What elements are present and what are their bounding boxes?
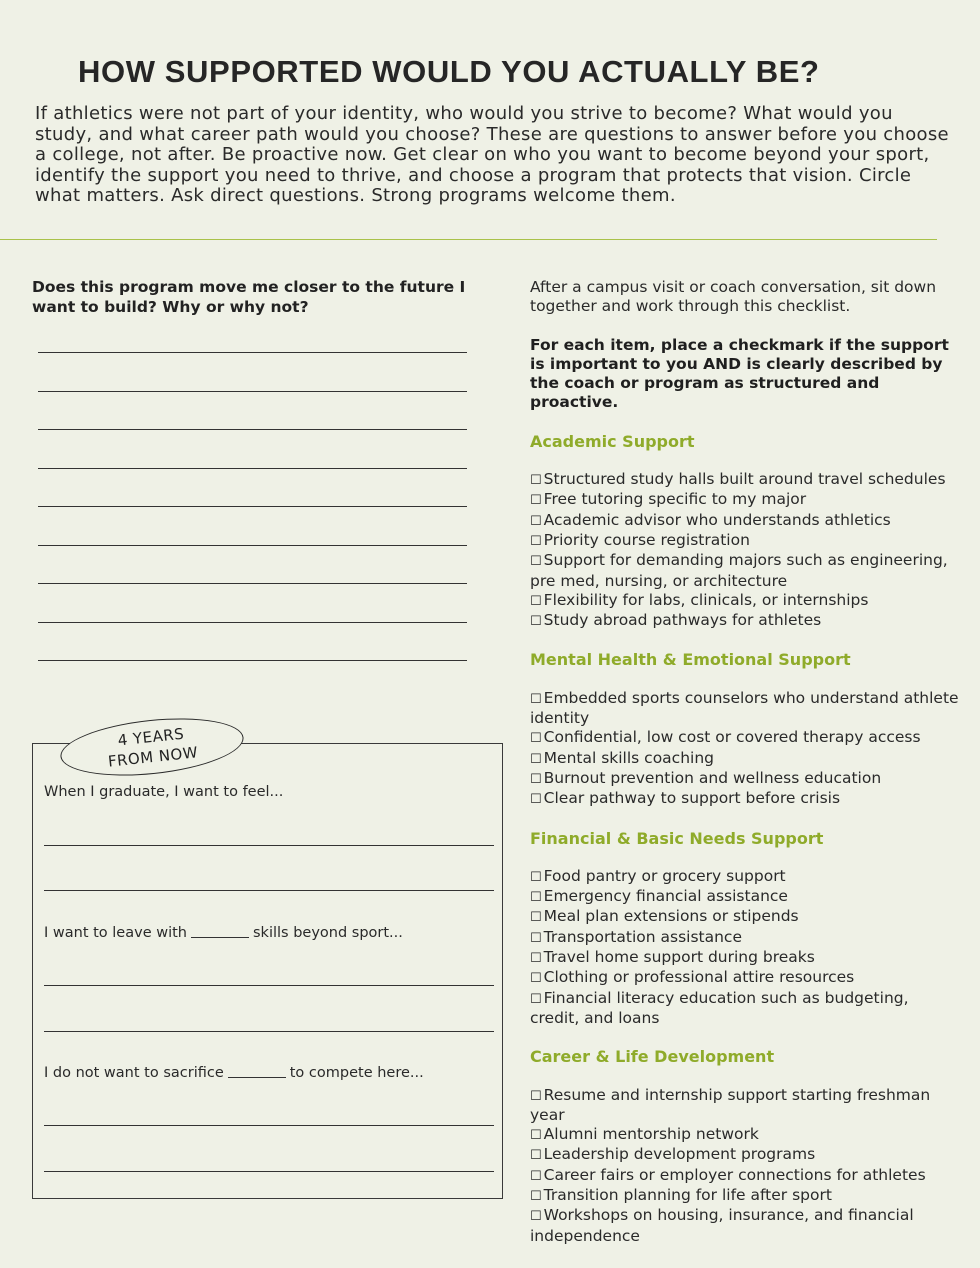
checklist-item-label: Food pantry or grocery support [543,866,786,885]
checkbox-icon[interactable]: ☐ [530,1209,542,1225]
checklist-item-label: Meal plan extensions or stipends [543,907,799,926]
checklist-item-label: Transition planning for life after sport [543,1185,832,1204]
checklist-item [530,749,960,769]
checklist-item-label: Transportation assistance [543,927,742,946]
checklist-item-label: Resume and internship support starting freshman year [530,1085,931,1124]
checklist-item-label: Priority course registration [543,530,750,549]
checkbox-icon[interactable]: ☐ [530,493,542,509]
checklist-item [530,948,960,968]
checklist-item [530,1186,960,1206]
checklist [530,689,960,810]
checklist-item-label: Embedded sports counselors who understand athlete identity [530,688,959,728]
checklist-item [530,551,960,591]
prompt-skills [44,925,403,941]
section-title: Mental Health & Emotional Support [530,650,851,670]
checkbox-icon[interactable]: ☐ [530,971,542,987]
checklist-item [530,611,960,631]
sacrifice-blank[interactable] [228,1077,286,1078]
checklist-item-label: Alumni mentorship network [543,1125,759,1144]
answer-line[interactable] [38,622,467,623]
page-title: HOW SUPPORTED WOULD YOU ACTUALLY BE? [78,54,820,89]
checklist-item [530,470,960,490]
checklist-item-label: Workshops on housing, insurance, and financial independence [530,1206,914,1245]
prompt-sacrifice [44,1065,424,1081]
checklist-item [530,928,960,948]
checklist-item [530,531,960,551]
checklist-item [530,1206,960,1246]
checklist-item-label: Financial literacy education such as budgeting, credit, and loans [530,988,909,1027]
checklist-item-label: Support for demanding majors such as engineering, pre med, nursing, or architecture [530,551,948,590]
reflection-question: Does this program move me closer to the future I want to build? Why or why not? [32,278,466,316]
checkbox-icon[interactable]: ☐ [530,930,542,946]
checklist-item [530,1145,960,1165]
checklist-intro: After a campus visit or coach conversation, sit down together and work through this checklist. [530,278,937,316]
checklist-item [530,511,960,531]
checklist-item-label: Career fairs or employer connections for athletes [543,1165,926,1184]
checkbox-icon[interactable]: ☐ [530,731,542,747]
oval-line-2: FROM NOW [107,743,199,771]
checklist-item-label: Emergency financial assistance [543,887,788,906]
divider [0,239,937,240]
checklist-instructions: For each item, place a checkmark if the support is important to you AND is clearly described by the coach or program as structured and proactive. [530,335,949,412]
checkbox-icon[interactable]: ☐ [530,991,542,1007]
checkbox-icon[interactable]: ☐ [530,473,542,489]
checklist-item [530,968,960,988]
prompt-graduate-feel: When I graduate, I want to feel... [44,784,284,800]
prompt-skills-before: I want to leave with [44,925,187,941]
checklist-item-label: Confidential, low cost or covered therapy access [543,728,921,747]
checklist-item [530,789,960,809]
answer-line[interactable] [38,391,467,392]
skills-blank[interactable] [191,937,249,938]
checklist [530,470,960,631]
checklist-item-label: Study abroad pathways for athletes [543,611,822,630]
checklist-sections [530,432,960,1246]
four-years-box [32,743,503,1199]
answer-line[interactable] [38,429,467,430]
prompt-sacrifice-after: to compete here... [289,1065,424,1081]
checkbox-icon[interactable]: ☐ [530,614,542,630]
checkbox-icon[interactable]: ☐ [530,554,542,570]
checklist-item-label: Free tutoring specific to my major [543,490,807,509]
answer-line[interactable] [44,1171,494,1172]
checklist-item-label: Mental skills coaching [543,748,714,767]
answer-line[interactable] [38,660,467,661]
checkbox-icon[interactable]: ☐ [530,890,542,906]
checkbox-icon[interactable]: ☐ [530,593,542,609]
checklist-item [530,1166,960,1186]
oval-line-1: 4 YEARS [116,724,186,750]
answer-line[interactable] [38,583,467,584]
checkbox-icon[interactable]: ☐ [530,792,542,808]
checklist-item [530,728,960,748]
intro-paragraph: If athletics were not part of your identity, who would you strive to become? What would you study, and what career path would you choose? These are questions to answer before you choose a college, not after. Be proactive now. Get clear on who you want to become beyond your sport, identify the support you need to thrive, and choose a program that protects that vision. Circle what matters. Ask direct questions. Strong programs welcome them. [35,103,949,206]
checkbox-icon[interactable]: ☐ [530,910,542,926]
checkbox-icon[interactable]: ☐ [530,1128,542,1144]
checkbox-icon[interactable]: ☐ [530,1148,542,1164]
answer-line[interactable] [38,545,467,546]
checklist-item [530,689,960,729]
checkbox-icon[interactable]: ☐ [530,1188,542,1204]
checklist-item-label: Clothing or professional attire resources [543,968,855,987]
checklist [530,1086,960,1246]
checkbox-icon[interactable]: ☐ [530,751,542,767]
answer-line[interactable] [38,352,467,353]
checklist-item-label: Flexibility for labs, clinicals, or internships [543,590,869,609]
section-title: Financial & Basic Needs Support [530,828,824,848]
checklist-item [530,490,960,510]
checklist-item [530,887,960,907]
checkbox-icon[interactable]: ☐ [530,771,542,787]
checklist-item [530,1125,960,1145]
checkbox-icon[interactable]: ☐ [530,869,542,885]
prompt-skills-after: skills beyond sport... [253,925,403,941]
checklist-item [530,867,960,887]
checklist-item [530,591,960,611]
checklist [530,867,960,1028]
answer-line[interactable] [44,1125,494,1126]
checklist-item-label: Burnout prevention and wellness education [543,768,882,787]
checklist-item-label: Travel home support during breaks [543,948,815,967]
checklist-item-label: Leadership development programs [543,1145,816,1164]
checklist-item-label: Academic advisor who understands athletics [543,510,891,529]
checkbox-icon[interactable]: ☐ [530,1088,542,1104]
section-title: Career & Life Development [530,1047,775,1067]
answer-line[interactable] [44,890,494,891]
checkbox-icon[interactable]: ☐ [530,951,542,967]
checklist-item [530,769,960,789]
checklist-item-label: Structured study halls built around travel schedules [543,470,946,489]
checkbox-icon[interactable]: ☐ [530,513,542,529]
checklist-column [530,278,960,1246]
checkbox-icon[interactable]: ☐ [530,1168,542,1184]
checklist-item [530,1086,960,1126]
answer-line[interactable] [44,985,494,986]
checklist-item-label: Clear pathway to support before crisis [543,789,841,808]
answer-line[interactable] [38,506,467,507]
answer-line[interactable] [44,1031,494,1032]
prompt-sacrifice-before: I do not want to sacrifice [44,1065,224,1081]
checklist-item [530,989,960,1029]
answer-lines [38,352,467,699]
answer-line[interactable] [44,845,494,846]
checkbox-icon[interactable]: ☐ [530,691,542,707]
checkbox-icon[interactable]: ☐ [530,533,542,549]
section-title: Academic Support [530,431,695,451]
checklist-item [530,907,960,927]
answer-line[interactable] [38,468,467,469]
